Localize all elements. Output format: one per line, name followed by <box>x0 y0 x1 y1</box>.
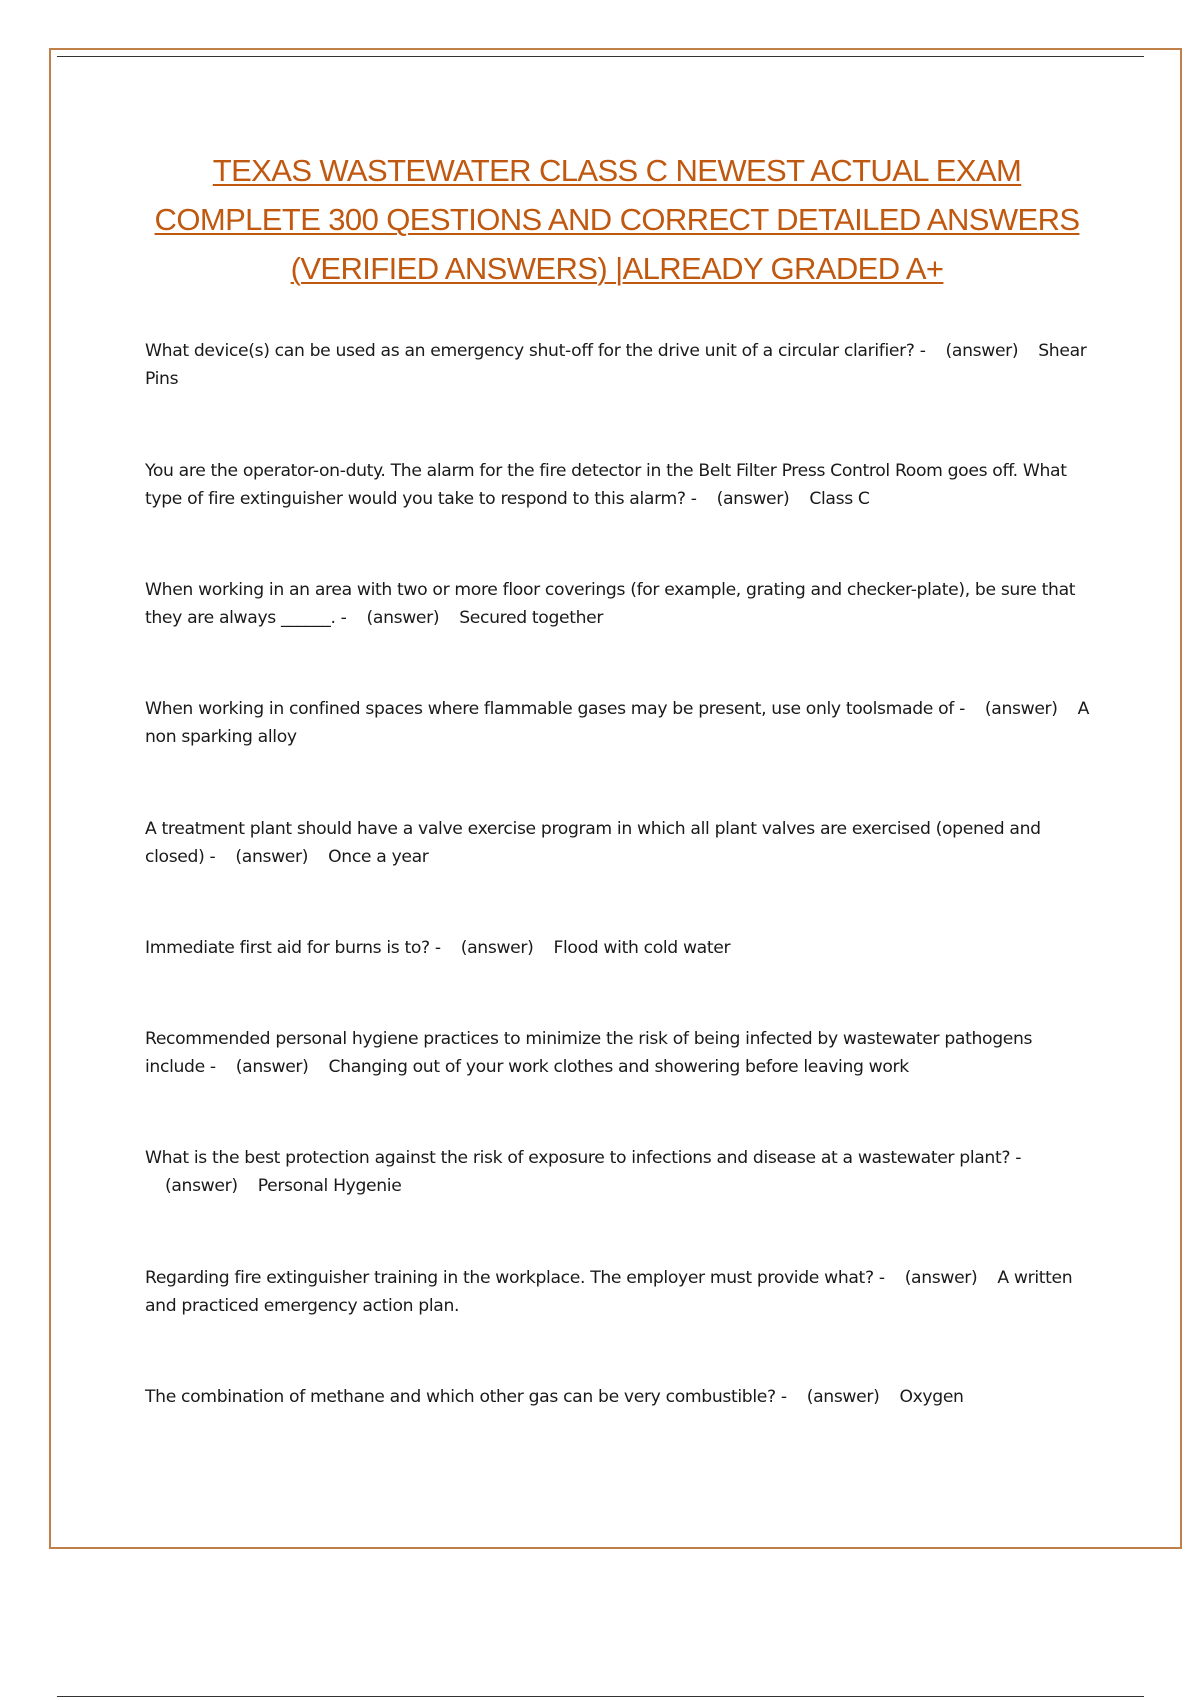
top-rule <box>57 56 1144 57</box>
bottom-rule <box>57 1696 1144 1697</box>
answer-label: (answer) <box>904 1268 978 1288</box>
answer-text: Once a year <box>328 847 429 867</box>
qa-item <box>145 1025 1090 1081</box>
question-text: Regarding fire extinguisher training in the workplace. The employer must provide what? - <box>145 1268 885 1288</box>
qa-item <box>145 576 1090 632</box>
answer-text: Secured together <box>459 608 604 628</box>
answer-label: (answer) <box>235 847 309 867</box>
qa-item <box>145 457 1090 513</box>
question-text: What device(s) can be used as an emergency shut-off for the drive unit of a circular clarifier? - <box>145 341 926 361</box>
qa-item <box>145 1144 1090 1200</box>
question-text: What is the best protection against the risk of exposure to infections and disease at a wastewater plant? - <box>145 1148 1022 1168</box>
qa-item <box>145 934 1090 962</box>
answer-label: (answer) <box>716 489 790 509</box>
title-line-1: TEXAS WASTEWATER CLASS C NEWEST ACTUAL EXAM <box>212 153 1022 188</box>
question-text: When working in an area with two or more floor coverings (for example, grating and checker-plate), be sure that they are always ______. - <box>145 580 1076 628</box>
document-title <box>60 146 1174 293</box>
answer-label: (answer) <box>165 1176 238 1196</box>
answer-text: Flood with cold water <box>553 938 731 958</box>
answer-label: (answer) <box>366 608 440 628</box>
question-text: You are the operator-on-duty. The alarm for the fire detector in the Belt Filter Press Control Room goes off. What type of fire extinguisher would you take to respond to this alarm? - <box>145 461 1067 509</box>
answer-text: A written and practiced emergency action plan. <box>145 1268 1073 1316</box>
qa-item <box>145 1383 1090 1411</box>
qa-item <box>145 1264 1090 1320</box>
question-text: When working in confined spaces where flammable gases may be present, use only toolsmade of - <box>145 699 965 719</box>
answer-label: (answer) <box>945 341 1019 361</box>
qa-item <box>145 695 1090 751</box>
answer-label: (answer) <box>984 699 1058 719</box>
answer-text: Changing out of your work clothes and showering before leaving work <box>328 1057 909 1077</box>
answer-text: A non sparking alloy <box>145 699 1090 747</box>
qa-list <box>145 337 1090 1411</box>
answer-text: Class C <box>809 489 870 509</box>
answer-label: (answer) <box>806 1387 880 1407</box>
question-text: Immediate first aid for burns is to? - <box>145 938 441 958</box>
answer-text: Shear Pins <box>145 341 1087 389</box>
question-text: The combination of methane and which other gas can be very combustible? - <box>145 1387 787 1407</box>
answer-text: Oxygen <box>899 1387 964 1407</box>
title-line-3: (VERIFIED ANSWERS) |ALREADY GRADED A+ <box>290 251 944 286</box>
qa-item <box>145 337 1090 393</box>
answer-label: (answer) <box>235 1057 309 1077</box>
answer-label: (answer) <box>460 938 534 958</box>
title-line-2: COMPLETE 300 QESTIONS AND CORRECT DETAILED ANSWERS <box>154 202 1080 237</box>
qa-item <box>145 815 1090 871</box>
question-text: A treatment plant should have a valve exercise program in which all plant valves are exercised (opened and closed) - <box>145 819 1041 867</box>
question-text: Recommended personal hygiene practices to minimize the risk of being infected by wastewater pathogens include - <box>145 1029 1033 1077</box>
answer-text: Personal Hygenie <box>257 1176 402 1196</box>
